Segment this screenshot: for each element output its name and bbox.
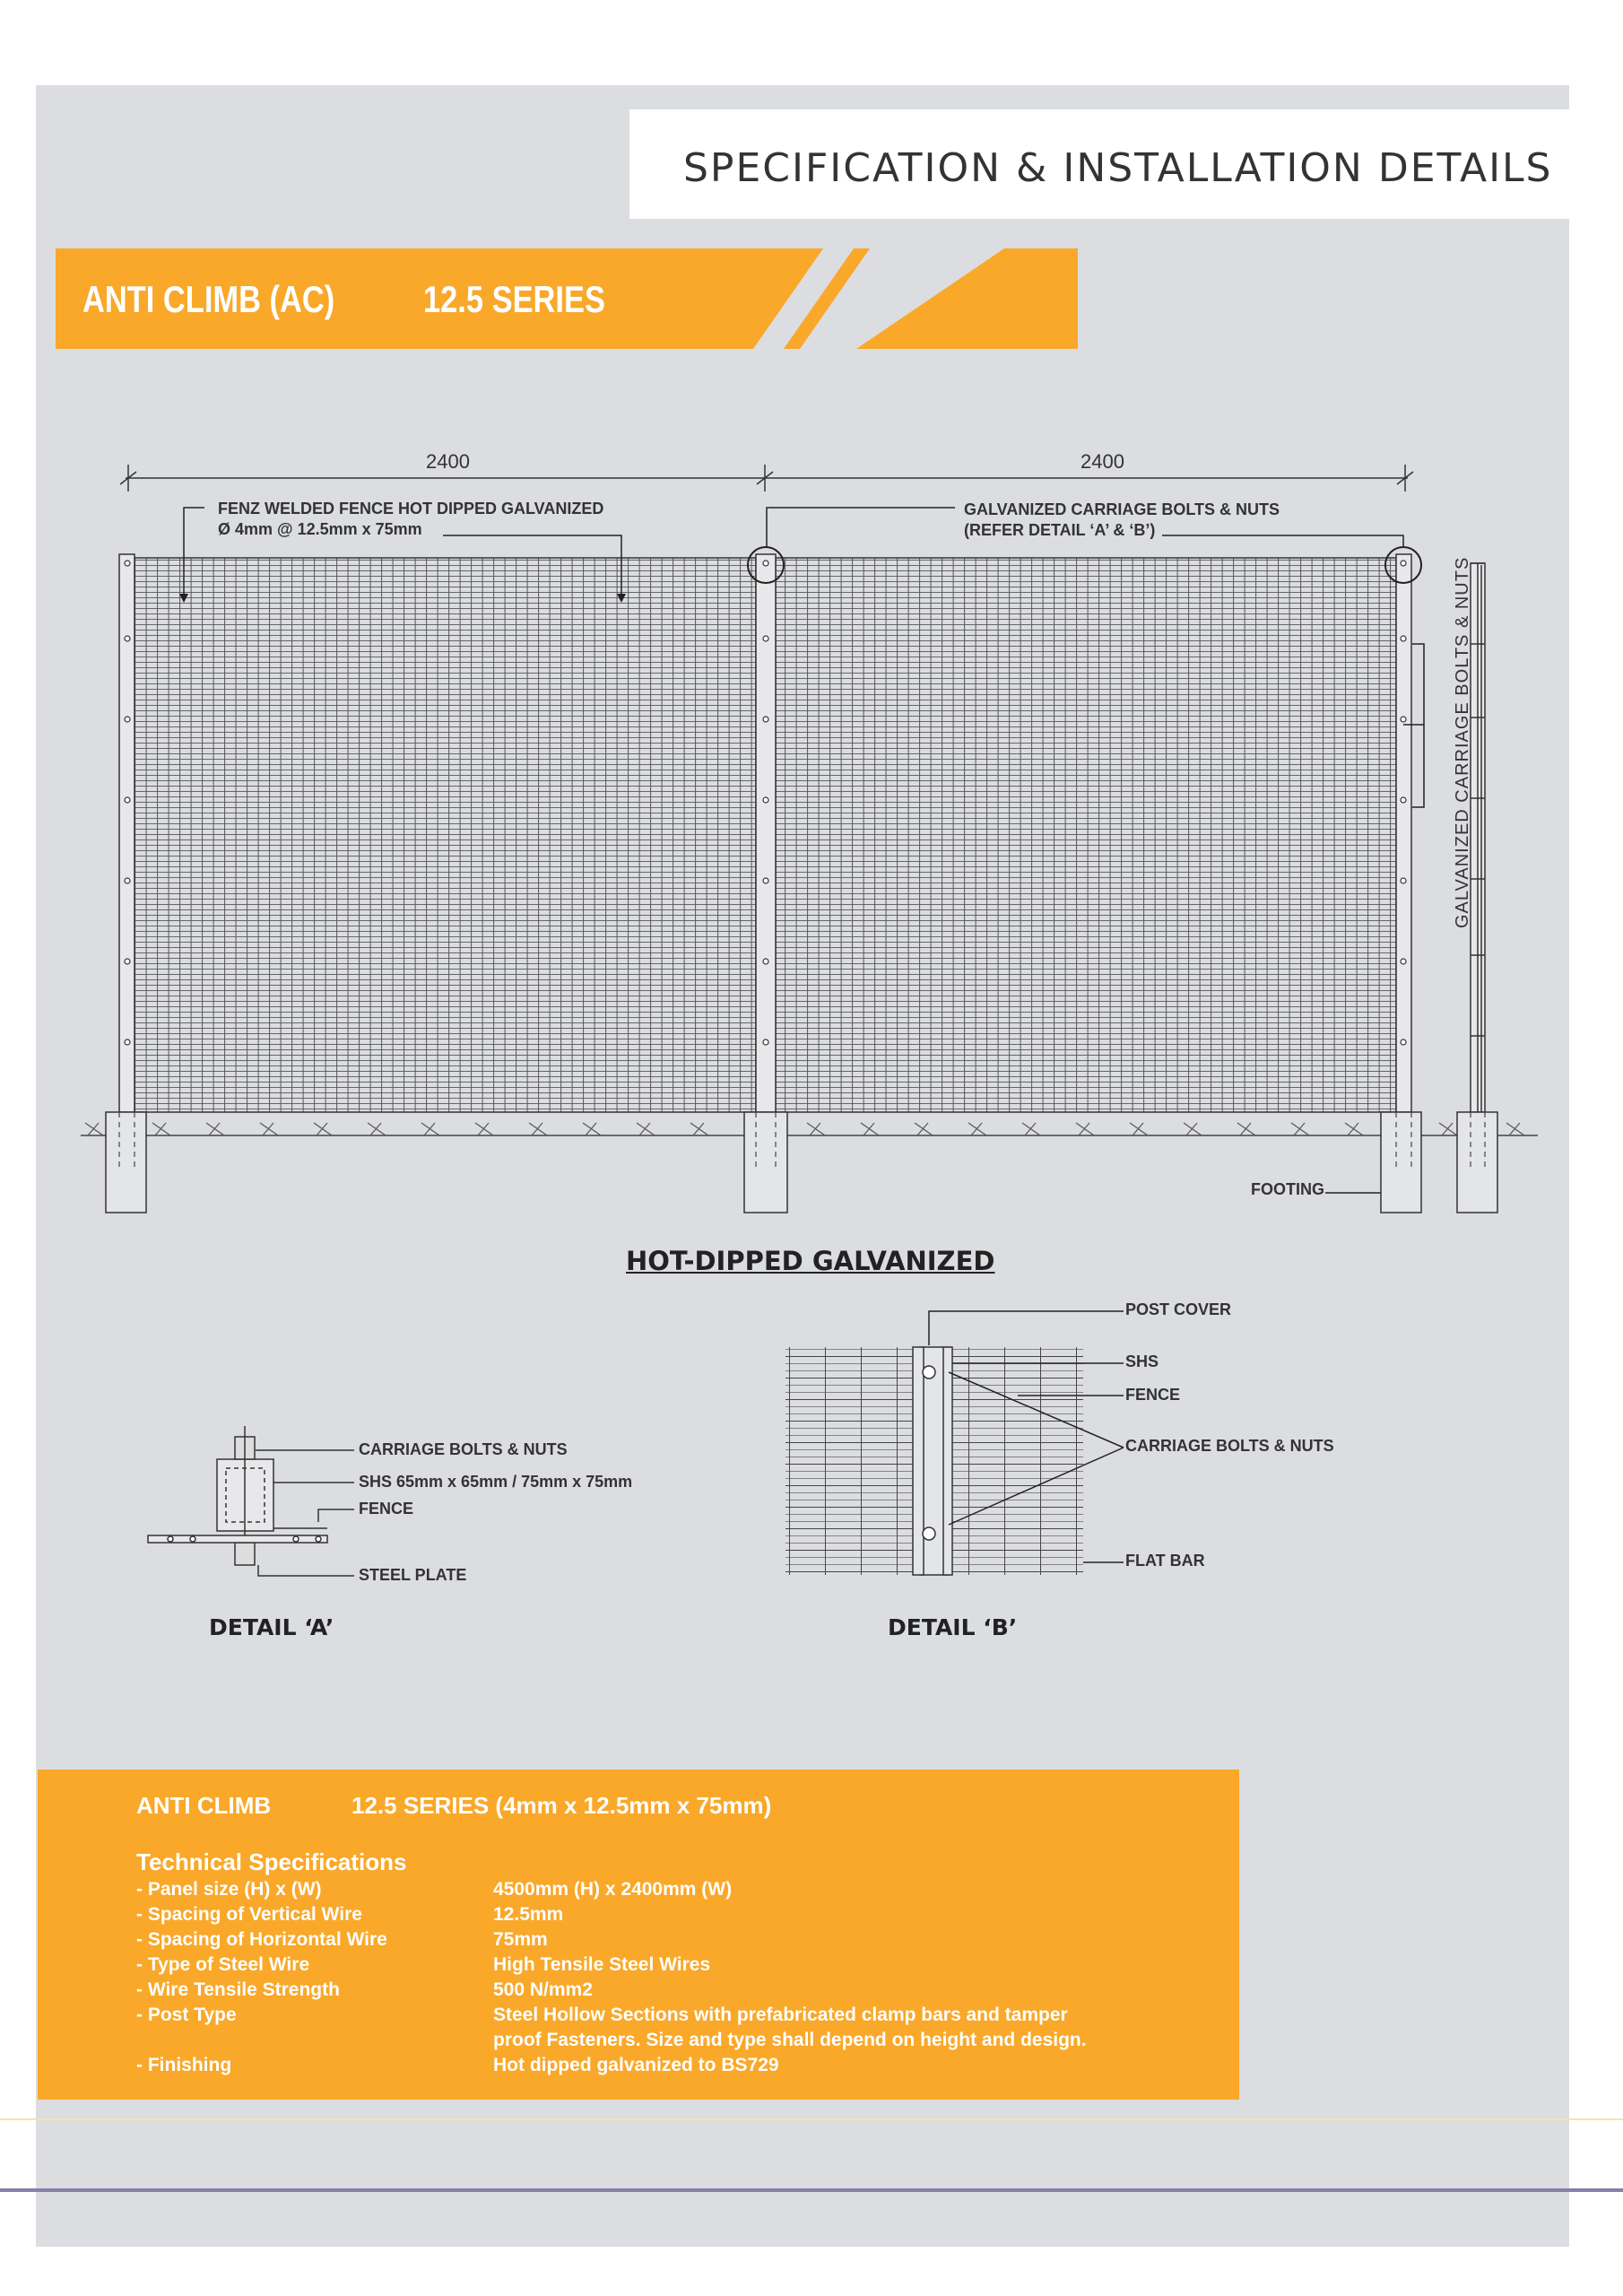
detail-b-title: DETAIL ‘B’ [888, 1614, 1018, 1640]
spec-row-label: - Wire Tensile Strength [136, 1979, 340, 2000]
dimension-right: 2400 [1081, 450, 1124, 473]
spec-row-value: 4500mm (H) x 2400mm (W) [493, 1879, 733, 1900]
spec-series: 12.5 SERIES (4mm x 12.5mm x 75mm) [352, 1792, 772, 1819]
spec-row-label: - Spacing of Horizontal Wire [136, 1929, 387, 1950]
spec-row-value: 500 N/mm2 [493, 1979, 593, 2000]
spec-row-value: Hot dipped galvanized to BS729 [493, 2055, 779, 2075]
dimension-left: 2400 [426, 450, 470, 473]
spec-product: ANTI CLIMB [136, 1792, 272, 1819]
detail-b-shs-label: SHS [1125, 1352, 1159, 1370]
page-title: SPECIFICATION & INSTALLATION DETAILS [683, 145, 1553, 191]
detail-a-fence-label: FENCE [359, 1500, 414, 1518]
banner-series: 12.5 SERIES [423, 278, 605, 320]
banner-product: ANTI CLIMB (AC) [82, 278, 335, 320]
spec-row-label: - Type of Steel Wire [136, 1954, 310, 1975]
spec-box [38, 1770, 1239, 2100]
spec-row-value: High Tensile Steel Wires [493, 1954, 711, 1975]
detail-a-plate-label: STEEL PLATE [359, 1566, 467, 1584]
side-bolts-label: GALVANIZED CARRIAGE BOLTS & NUTS [1453, 556, 1472, 928]
spec-row-label: - Spacing of Vertical Wire [136, 1904, 362, 1925]
spec-row-value: 12.5mm [493, 1904, 564, 1925]
detail-a-bolts-label: CARRIAGE BOLTS & NUTS [359, 1440, 568, 1458]
spec-row-value: 75mm [493, 1929, 548, 1950]
ground-hatch [85, 1123, 1524, 1135]
fence-spec-label: FENZ WELDED FENCE HOT DIPPED GALVANIZED [218, 500, 604, 517]
spec-row-value: proof Fasteners. Size and type shall depend on height and design. [493, 2030, 1087, 2050]
dimension-line [120, 465, 1413, 491]
footer-rule-yellow [0, 2118, 1623, 2120]
detail-b-bolts-label: CARRIAGE BOLTS & NUTS [1125, 1437, 1334, 1455]
fence-panel-right [776, 558, 1396, 1112]
detail-b-fence-label: FENCE [1125, 1386, 1181, 1404]
detail-a-drawing [148, 1426, 354, 1576]
bolts-label: GALVANIZED CARRIAGE BOLTS & NUTS [964, 500, 1280, 518]
spec-row-label: - Post Type [136, 2005, 237, 2025]
spec-row-value: Steel Hollow Sections with prefabricated clamp bars and tamper [493, 2005, 1068, 2025]
detail-a-shs-label: SHS 65mm x 65mm / 75mm x 75mm [359, 1473, 633, 1491]
elevation-caption: HOT-DIPPED GALVANIZED [626, 1246, 995, 1276]
detail-a-title: DETAIL ‘A’ [209, 1614, 334, 1640]
detail-b-drawing [785, 1311, 1124, 1575]
footing-label: FOOTING [1251, 1180, 1324, 1198]
spec-heading: Technical Specifications [136, 1848, 407, 1875]
detail-b-flatbar-label: FLAT BAR [1125, 1552, 1205, 1570]
bolts-refer-label: (REFER DETAIL ‘A’ & ‘B’) [964, 521, 1156, 539]
spec-row-label: - Finishing [136, 2055, 232, 2075]
footer-rule-purple [0, 2188, 1623, 2192]
detail-b-cover-label: POST COVER [1125, 1300, 1232, 1318]
spec-row-label: - Panel size (H) x (W) [136, 1879, 322, 1900]
fence-panel-left [135, 558, 756, 1112]
footing-posts-dashed [119, 1112, 1485, 1170]
fence-wire-label: Ø 4mm @ 12.5mm x 75mm [218, 520, 422, 538]
